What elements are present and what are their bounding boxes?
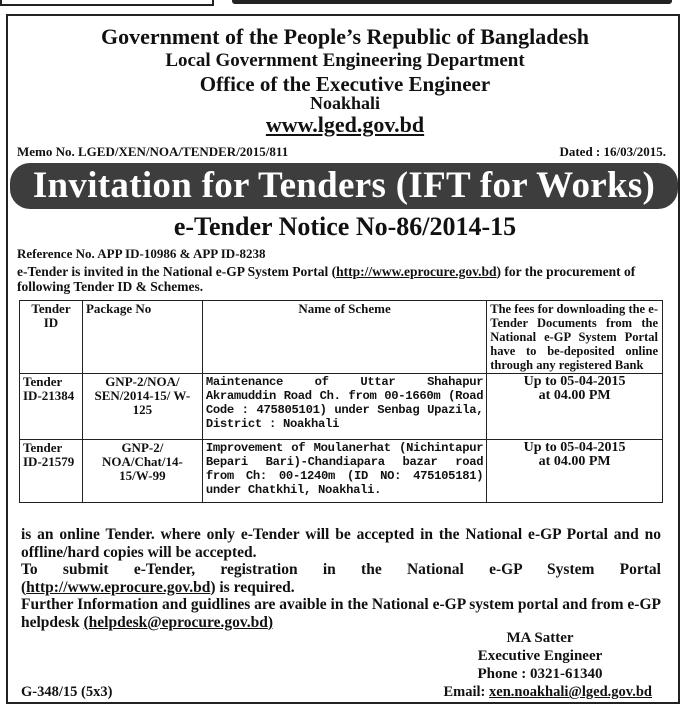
signatory-phone: Phone : 0321-61340	[477, 666, 603, 682]
tender-table	[19, 300, 663, 503]
header-package-no: Package No	[82, 301, 202, 374]
scheme-cell: Improvement of Moulanerhat (Nichintapur Bepari Bari)-Chandiapara bazar road from Ch: 00-1240m (ID NO: 475105181) under Chatkhil, Noakhali.	[202, 440, 486, 503]
district-heading: Noakhali	[309, 93, 381, 113]
registration-paragraph: To submit e-Tender, registration in the National e-GP System Portal	[21, 561, 661, 578]
header-tender-id: Tender ID	[20, 301, 83, 374]
table-row	[20, 440, 663, 503]
previous-ad-border	[0, 0, 214, 6]
package-cell: GNP-2/ NOA/Chat/14-15/W-99	[82, 440, 202, 503]
deadline-time: at 04.00 PM	[538, 388, 611, 403]
email-label: Email:	[443, 684, 490, 700]
deadline-cell	[487, 440, 663, 503]
reference-line: Reference No. APP ID-10986 & APP ID-8238	[17, 246, 266, 261]
online-tender-paragraph: is an online Tender. where only e-Tender will be accepted in the National e-GP Portal and no offline/hard copies will be accepted.	[21, 526, 661, 561]
intro-paragraph	[17, 264, 672, 294]
registration-paren-open: (	[21, 578, 27, 596]
memo-number: Memo No. LGED/XEN/NOA/TENDER/2015/811	[17, 144, 289, 159]
package-cell: GNP-2/NOA/ SEN/2014-15/ W-125	[82, 374, 202, 440]
signatory-name: MA Satter	[506, 630, 574, 646]
tender-id-cell: Tender ID-21384	[20, 374, 83, 440]
table-header-row	[20, 301, 663, 374]
memo-date: Dated : 16/03/2015.	[559, 144, 666, 159]
registration-text-after: is required.	[215, 578, 295, 596]
instructions-body	[21, 526, 661, 631]
header-scheme-name: Name of Scheme	[202, 301, 486, 374]
tender-id-cell: Tender ID-21579	[20, 440, 83, 503]
helpdesk-paragraph	[21, 596, 661, 631]
top-strip	[0, 0, 690, 8]
ad-reference-code: G-348/15 (5x3)	[21, 684, 113, 700]
deadline-date: Up to 05-04-2015	[523, 440, 626, 455]
invitation-banner: Invitation for Tenders (IFT for Works)	[10, 163, 678, 209]
helpdesk-link[interactable]: (helpdesk@eprocure.gov.bd)	[83, 613, 274, 631]
signatory-title: Executive Engineer	[477, 648, 603, 664]
department-heading: Local Government Engineering Department	[165, 50, 525, 71]
intro-text-after: ) for the procurement of following Tender ID & Schemes.	[17, 264, 636, 294]
intro-text-before: e-Tender is invited in the National e-GP System Portal (	[17, 264, 337, 279]
registration-paren-close: )	[210, 578, 216, 596]
signatory-email-link[interactable]: xen.noakhali@lged.gov.bd	[489, 684, 652, 700]
registration-link-line	[21, 579, 661, 597]
previous-ad-strip	[232, 0, 672, 4]
table-row	[20, 374, 663, 440]
website-link[interactable]: www.lged.gov.bd	[265, 112, 425, 137]
deadline-cell	[487, 374, 663, 440]
scheme-cell: Maintenance of Uttar Shahapur Akramuddin Road Ch. from 00-1660m (Road Code : 475805101) under Senbag Upazila, District : Noakhali	[202, 374, 486, 440]
deadline-time: at 04.00 PM	[538, 454, 611, 469]
signatory-email-line	[444, 684, 653, 701]
helpdesk-text: Further Information and guidlines are avaible in the National e-GP system portal and from e-GP helpdesk	[21, 596, 661, 631]
notice-title: e-Tender Notice No-86/2014-15	[173, 212, 517, 241]
eprocure-link[interactable]: http://www.eprocure.gov.bd	[336, 264, 497, 279]
header-fees-note: The fees for downloading the e-Tender Documents from the National e-GP System Portal have to be-deposited online through any registered Bank	[487, 301, 663, 374]
registration-portal-link[interactable]: http://www.eprocure.gov.bd	[26, 578, 211, 596]
office-heading: Office of the Executive Engineer	[199, 72, 491, 96]
government-heading: Government of the People’s Republic of Bangladesh	[100, 24, 590, 49]
helpdesk-email: helpdesk@eprocure.gov.bd	[88, 613, 268, 631]
deadline-date: Up to 05-04-2015	[523, 374, 626, 389]
